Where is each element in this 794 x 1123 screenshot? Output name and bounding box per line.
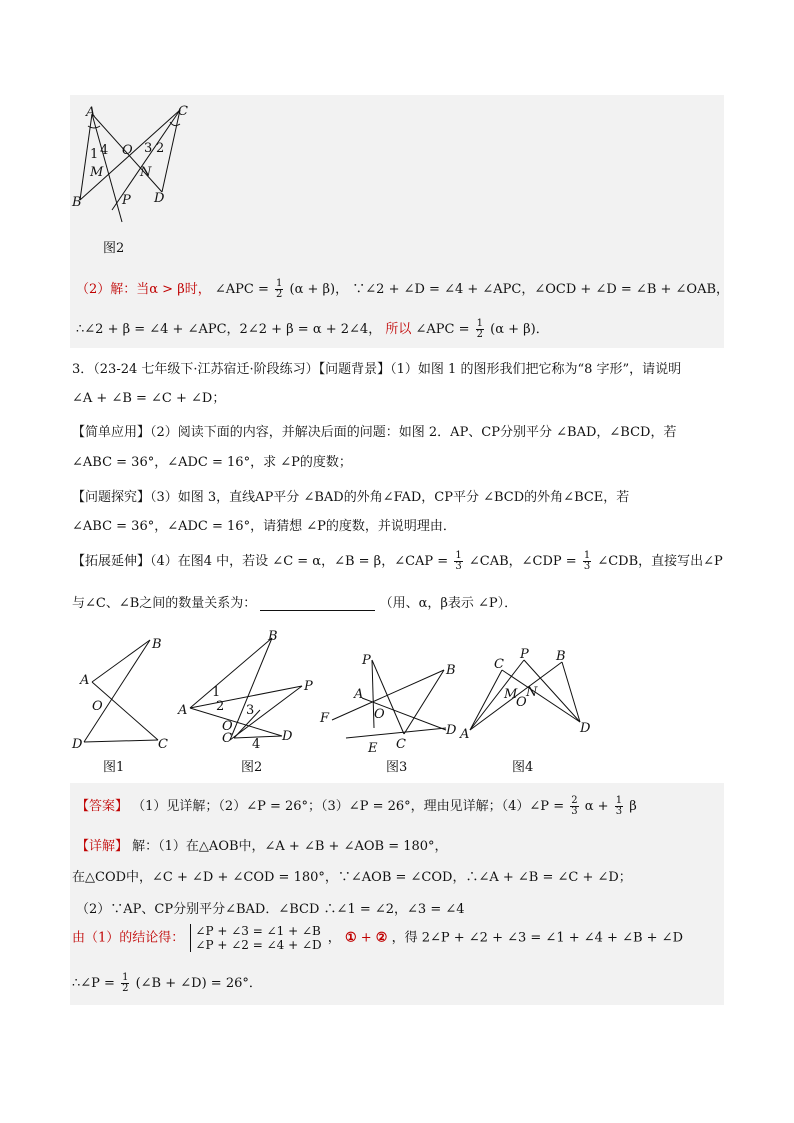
detail-l4c: ，得 2∠P + ∠2 + ∠3 = ∠1 + ∠4 + ∠B + ∠D [391, 930, 683, 946]
plus-sign: + [360, 930, 372, 946]
sol2-lead: （2）解：当α > β时， [76, 282, 211, 297]
answer-text: （1）见详解；（2）∠P = 26°；（3）∠P = 26°，理由见详解；（4）∠P = [132, 799, 565, 814]
frac-half-2: $\frac{1}{2}$ [476, 318, 484, 340]
detail-line1 [76, 835, 448, 854]
caption-fig2: 图2 [241, 760, 263, 775]
problem-line6: ∠ABC = 36°，∠ADC = 16°，请猜想 ∠P的度数，并说明理由． [72, 519, 456, 534]
fig3-D: D [446, 723, 457, 738]
label-1: 1 [90, 147, 99, 162]
caption-fig3: 图3 [386, 760, 408, 775]
caption-fig4: 图4 [512, 760, 534, 775]
fig1-D: D [72, 737, 83, 752]
problem-line7 [72, 550, 723, 572]
fig1-B: B [152, 637, 162, 652]
label-A: A [86, 105, 96, 120]
answer-line [76, 795, 637, 817]
fig2-P: P [304, 679, 313, 694]
fig2-O: O [222, 719, 233, 734]
sol2-l1b: (α + β)， [289, 282, 349, 297]
label-D: D [154, 191, 165, 206]
detail-l4a: 由（1）的结论得： [72, 930, 185, 946]
label-B: B [72, 195, 82, 210]
problem-p7b: ∠CAB，∠CDP = [468, 554, 577, 569]
problem-p8a: 与∠C、∠B之间的数量关系为： [72, 596, 257, 611]
fig2-A: A [178, 703, 188, 718]
fig4-M: M [504, 687, 518, 702]
problem-p7c: ∠CDB，直接写出∠P [597, 554, 723, 569]
caption-top-fig: 图2 [103, 241, 125, 256]
fig4-A: A [460, 727, 470, 742]
fig3-B: B [446, 663, 456, 678]
figure-3 [316, 648, 466, 758]
problem-p8b: （用、α，β表示 ∠P）． [379, 596, 518, 611]
frac-third: $\frac{1}{3}$ [455, 550, 462, 572]
answer-tag: 【答案】 [76, 799, 129, 814]
figure-2 [172, 628, 322, 753]
detail-line4 [72, 924, 683, 952]
fig1-A: A [80, 673, 90, 688]
fig4-O: O [516, 695, 527, 710]
fig4-P: P [520, 647, 529, 662]
answer-t2: α + [584, 799, 609, 814]
fig3-P: P [362, 653, 371, 668]
sol2-l1a: ∠APC = [214, 282, 269, 297]
sol2-l2d: (α + β)． [490, 322, 549, 337]
detail-line2: 在△COD中，∠C + ∠D + ∠COD = 180°，∵∠AOB = ∠COD，∴∠A + ∠B = ∠C + ∠D； [72, 870, 632, 885]
fig3-O: O [374, 707, 385, 722]
frac-third-3: $\frac{1}{3}$ [615, 795, 623, 817]
label-3: 3 [144, 141, 153, 156]
detail-l5b: (∠B + ∠D) = 26°． [135, 976, 262, 991]
sol2-l2a: ∴∠2 + β = ∠4 + ∠APC，2∠2 + β = α + 2∠4， [76, 322, 382, 337]
fig1-C: C [158, 737, 168, 752]
fig2-B: B [268, 629, 278, 644]
figure-1 [68, 630, 178, 755]
label-M: M [90, 165, 104, 180]
frac-twothirds: $\frac{2}{3}$ [571, 795, 578, 817]
label-C: C [178, 104, 188, 119]
fig3-C: C [396, 737, 406, 752]
sol2-l2c: ∠APC = [415, 322, 470, 337]
sol2-line2 [76, 318, 549, 340]
sol2-l1c: ∵∠2 + ∠D = ∠4 + ∠APC，∠OCD + ∠D = ∠B + ∠OAB， [352, 282, 730, 297]
fig2-C: C [222, 731, 232, 746]
detail-l1: 解：（1）在△AOB中，∠A + ∠B + ∠AOB = 180°， [132, 839, 448, 854]
detail-l4b: ， [327, 930, 341, 946]
caption-fig1: 图1 [103, 760, 125, 775]
problem-line3: 【简单应用】（2）阅读下面的内容，并解决后面的问题：如图 2．AP、CP分别平分 ∠BAD，∠BCD，若 [72, 425, 677, 440]
detail-l5a: ∴∠P = [72, 976, 115, 991]
frac-third-2: $\frac{1}{3}$ [583, 550, 591, 572]
fig3-A: A [354, 687, 364, 702]
svg-text:4: 4 [252, 737, 261, 752]
frac-half: $\frac{1}{2}$ [276, 278, 283, 300]
fig4-D: D [580, 721, 591, 736]
detail-tag: 【详解】 [76, 839, 129, 854]
fig4-B: B [556, 649, 566, 664]
svg-text:2: 2 [216, 699, 225, 714]
problem-line8 [72, 592, 517, 611]
svg-text:1: 1 [212, 685, 221, 700]
answer-blank[interactable] [260, 598, 375, 611]
answer-t3: β [629, 799, 637, 814]
fig4-C: C [494, 657, 504, 672]
problem-line5: 【问题探究】（3）如图 3，直线AP平分 ∠BAD的外角∠FAD，CP平分 ∠BCD的外角∠BCE，若 [72, 490, 630, 505]
sol2-l2b: 所以 [385, 322, 412, 337]
label-4: 4 [100, 143, 109, 158]
detail-line3: （2）∵AP、CP分别平分∠BAD．∠BCD ∴∠1 = ∠2，∠3 = ∠4 [76, 902, 465, 917]
fig4-N: N [526, 685, 538, 700]
figure-top [70, 100, 210, 225]
frac-half-3: $\frac{1}{2}$ [122, 972, 129, 994]
label-N: N [140, 165, 152, 180]
problem-line2: ∠A + ∠B = ∠C + ∠D； [72, 391, 226, 406]
label-2: 2 [156, 141, 165, 156]
problem-p7a: 【拓展延伸】（4）在图4 中，若设 ∠C = α，∠B = β，∠CAP = [72, 554, 449, 569]
problem-line4: ∠ABC = 36°，∠ADC = 16°，求 ∠P的度数； [72, 455, 352, 470]
fig1-O: O [92, 699, 103, 714]
fig2-D: D [282, 729, 293, 744]
circled-1: ① [344, 930, 357, 946]
detail-line5 [72, 972, 262, 994]
problem-line1: 3．（23-24 七年级下·江苏宿迁·阶段练习）【问题背景】（1）如图 1 的图形我们把它称为“8 字形”，请说明 [72, 362, 682, 377]
equation-system: ∠P + ∠3 = ∠1 + ∠B ∠P + ∠2 = ∠4 + ∠D [190, 924, 321, 952]
circled-2: ② [375, 930, 388, 946]
fig3-F: F [320, 711, 330, 726]
figure-4 [456, 642, 596, 752]
fig3-E: E [368, 741, 378, 756]
sol2-line1 [76, 278, 729, 300]
label-O: O [122, 143, 133, 158]
label-P: P [122, 193, 131, 208]
svg-text:3: 3 [246, 703, 255, 718]
